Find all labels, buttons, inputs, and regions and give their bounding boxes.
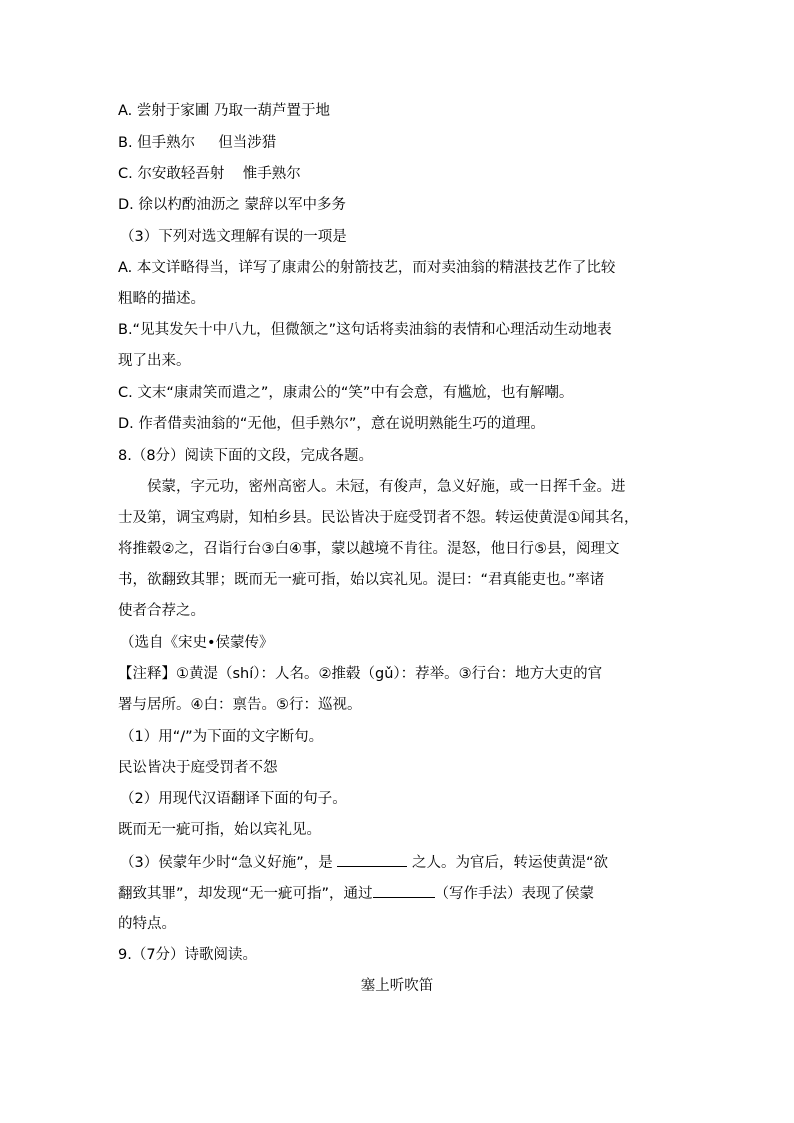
passage-line-1: 侯蒙，字元功，密州高密人。未冠，有俊声，急义好施，或一日挥千金。进 <box>147 479 626 495</box>
q3-text-part1: （3）侯蒙年少时“急义好施”，是 <box>120 855 338 871</box>
poem-title: 塞上听吹笛 <box>360 978 434 994</box>
passage-line-3: 将推毂②之，召诣行台③白④事，蒙以越境不肯往。湜怒，他日行⑤县，阅理文 <box>118 541 620 557</box>
q3-option-a-line2: 粗略的描述。 <box>118 291 205 307</box>
option-a-text: A. 尝射于家圃 乃取一葫芦置于地 <box>118 103 330 119</box>
option-c-text: C. 尔安敢轻吾射 惟手熟尔 <box>118 166 301 182</box>
answer-blank-2[interactable] <box>373 883 435 898</box>
sub-question-3-line3: 的特点。 <box>118 916 176 932</box>
option-d-text: D. 徐以杓酌油沥之 蒙辞以军中多务 <box>118 197 346 213</box>
sub-question-2: （2）用现代汉语翻译下面的句子。 <box>120 791 347 807</box>
question-9-heading: 9.（7分）诗歌阅读。 <box>118 947 258 963</box>
q3-option-b-line2: 现了出来。 <box>118 353 191 369</box>
q3-text-part3: （写作手法）表现了侯蒙 <box>434 886 595 902</box>
sub-question-3-line2 <box>118 883 594 904</box>
notes-line-1: 【注释】①黄湜（shí）：人名。②推毂（gǔ）：荐举。③行台：地方大吏的官 <box>118 666 603 682</box>
q3-text-line2: 翻致其罪”，却发现“无一疵可指”，通过 <box>118 886 373 902</box>
q3-option-a-line1: A. 本文详略得当，详写了康肃公的射箭技艺，而对卖油翁的精湛技艺作了比较 <box>118 260 616 276</box>
question-3-prompt: （3）下列对选文理解有误的一项是 <box>120 229 347 245</box>
sentence-to-punctuate: 民讼皆决于庭受罚者不怨 <box>118 760 278 776</box>
q3-option-b-line1: B.“见其发矢十中八九，但微颔之”这句话将卖油翁的表情和心理活动生动地表 <box>118 322 612 338</box>
sub-question-1: （1）用“/”为下面的文字断句。 <box>120 729 324 745</box>
q3-text-part2: 之人。为官后，转运使黄湜“欲 <box>407 855 608 871</box>
answer-blank-1[interactable] <box>337 852 407 867</box>
q3-option-c: C. 文末“康肃笑而遣之”，康肃公的“笑”中有会意，有尴尬，也有解嘲。 <box>118 385 574 401</box>
passage-line-5: 使者合荐之。 <box>118 603 205 619</box>
option-b-text: B. 但手熟尔 但当涉猎 <box>118 135 277 151</box>
passage-line-4: 书，欲翻致其罪；既而无一疵可指，始以宾礼见。湜曰：“君真能吏也。”率诸 <box>118 572 605 588</box>
question-8-heading: 8.（8分）阅读下面的文段，完成各题。 <box>118 448 374 464</box>
source-citation: （选自《宋史•侯蒙传》 <box>120 635 274 651</box>
notes-line-2: 署与居所。④白：禀告。⑤行：巡视。 <box>118 697 362 713</box>
sentence-to-translate: 既而无一疵可指，始以宾礼见。 <box>118 822 321 838</box>
passage-line-2: 士及第，调宝鸡尉，知柏乡县。民讼皆决于庭受罚者不怨。转运使黄湜①闻其名， <box>118 510 639 526</box>
sub-question-3-line1 <box>120 852 608 873</box>
q3-option-d: D. 作者借卖油翁的“无他，但手熟尔”，意在说明熟能生巧的道理。 <box>118 416 545 432</box>
